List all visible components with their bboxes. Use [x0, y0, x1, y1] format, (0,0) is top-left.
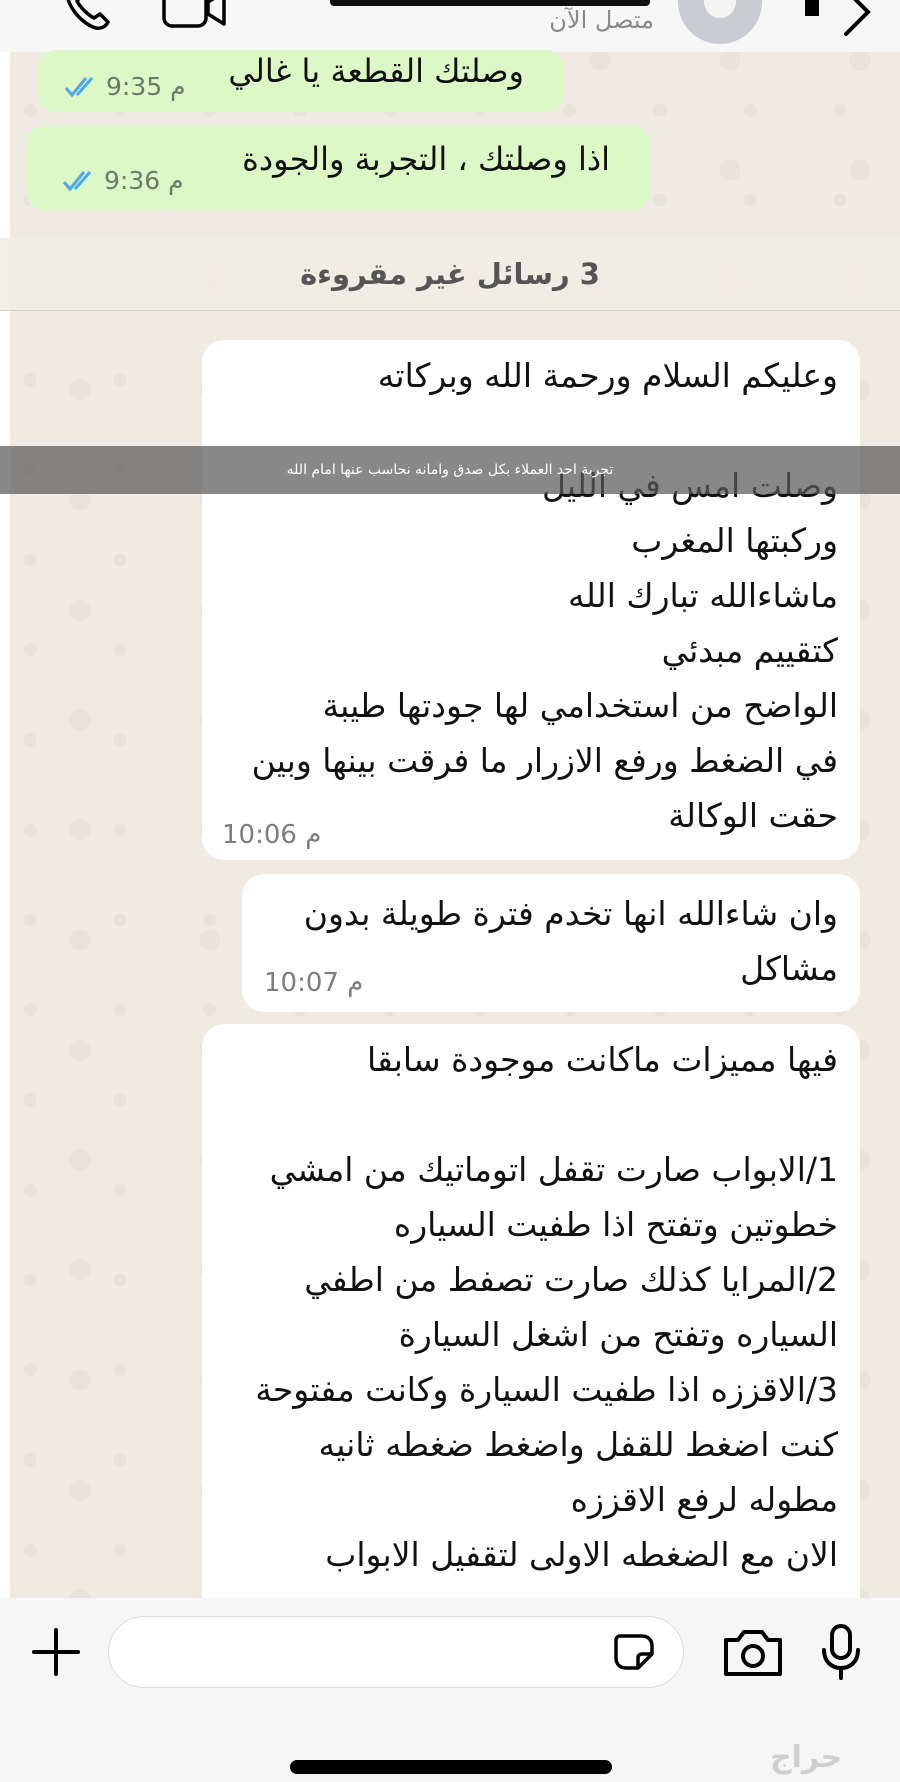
message-composer [0, 1598, 900, 1782]
brand-watermark: حراج [770, 1740, 843, 1775]
video-call-icon[interactable] [160, 0, 230, 34]
contact-status: متصل الآن [549, 6, 654, 34]
message-time: 10:06 م [222, 820, 322, 850]
read-ticks-icon [62, 169, 98, 193]
message-line: 1/الابواب صارت تقفل اتوماتيك من امشي [269, 1150, 838, 1189]
message-line: 3/الاقززه اذا طفيت السيارة وكانت مفتوحة [255, 1370, 838, 1409]
message-line: فيها مميزات ماكانت موجودة سابقا [367, 1040, 838, 1079]
message-line: الواضح من استخدامي لها جودتها طيبة [322, 686, 838, 725]
read-ticks-icon [64, 75, 100, 99]
sent-message[interactable] [38, 50, 564, 112]
unread-messages-divider [0, 238, 900, 311]
plus-icon[interactable] [30, 1626, 82, 1678]
received-message[interactable] [202, 1024, 860, 1624]
chat-header [0, 0, 900, 52]
message-line: 2/المرايا كذلك صارت تصفط من اطفي [304, 1260, 838, 1299]
message-line: مطوله لرفع الاقززه [570, 1480, 838, 1519]
message-line: وركبتها المغرب [631, 521, 838, 560]
message-line: كنت اضغط للقفل واضغط ضغطه ثانيه [318, 1425, 838, 1464]
sent-message[interactable] [26, 126, 650, 210]
message-time: 9:35 م [106, 72, 186, 101]
message-line: وعليكم السلام ورحمة الله وبركاته [377, 356, 838, 395]
header-divider [805, 0, 819, 16]
watermark-text: تجربة احد العملاء بكل صدق وامانه نحاسب عنها امام الله [286, 462, 614, 478]
message-line: حقت الوكالة [668, 796, 838, 835]
message-time: 10:07 م [264, 968, 364, 998]
message-line [224, 1087, 838, 1142]
microphone-icon[interactable] [820, 1622, 862, 1682]
message-body [224, 1032, 838, 1582]
message-meta [62, 166, 184, 195]
received-message[interactable] [202, 340, 860, 860]
sticker-icon[interactable] [612, 1632, 658, 1672]
back-chevron-icon[interactable] [826, 0, 886, 40]
camera-icon[interactable] [720, 1626, 786, 1680]
message-meta [64, 72, 186, 101]
message-time: 9:36 م [104, 166, 184, 195]
message-line: مشاكل [740, 949, 838, 988]
message-line: الان مع الضغطه الاولى لتقفيل الابواب [325, 1535, 838, 1574]
message-line: السياره وتفتح من اشغل السيارة [398, 1315, 838, 1354]
avatar[interactable] [678, 0, 762, 44]
message-line: ماشاءالله تبارك الله [568, 576, 838, 615]
received-message[interactable] [242, 874, 860, 1012]
message-input[interactable] [108, 1616, 684, 1688]
avatar-silhouette [704, 0, 736, 18]
home-indicator[interactable] [290, 1760, 612, 1774]
message-line: وان شاءالله انها تخدم فترة طويلة بدون [303, 894, 838, 933]
message-line: كتقييم مبدئي [661, 631, 838, 670]
unread-count-label: 3 رسائل غير مقروءة [300, 257, 600, 291]
message-body [224, 348, 838, 843]
message-line: خطوتين وتفتح اذا طفيت السياره [393, 1205, 838, 1244]
message-line: في الضغط ورفع الازرار ما فرقت بينها وبين [251, 741, 838, 780]
message-text: اذا وصلتك ، التجربة والجودة [242, 140, 610, 178]
voice-call-icon[interactable] [60, 0, 112, 34]
watermark-banner [0, 446, 900, 494]
message-text: وصلتك القطعة يا غالي [228, 52, 524, 90]
